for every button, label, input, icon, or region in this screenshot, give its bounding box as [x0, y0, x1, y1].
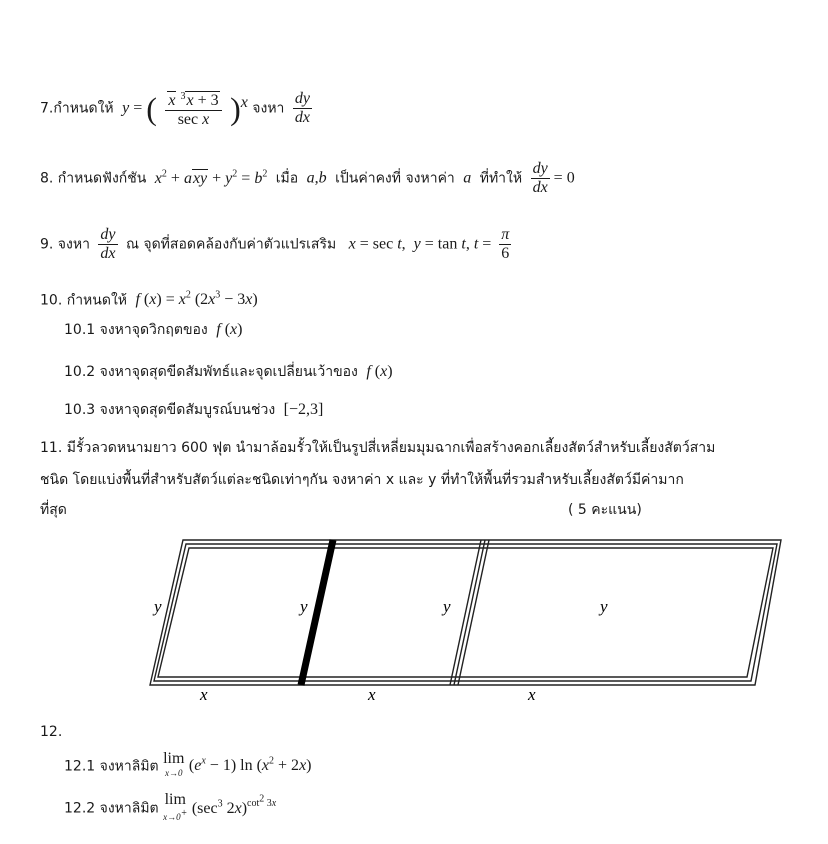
question-10: 10. กำหนดให้ f $(x) = x^2$ $(2x^3 - 3x)$	[40, 290, 258, 309]
q7-prefix: 7.กำหนดให้	[40, 100, 114, 117]
q9-text: ณ จุดที่สอดคล้องกับค่าตัวแปรเสริม	[125, 236, 337, 253]
question-10-2: 10.2 จงหาจุดสุดขีดสัมพัทธ์และจุดเปลี่ยนเว้าของ f (x)	[64, 363, 393, 380]
question-11-line2: ชนิด โดยแบ่งพื้นที่สำหรับสัตว์แต่ละชนิดเท่าๆกัน จงหาค่า x และ y ที่ทำให้พื้นที่รวมสำหรับเลี้ยงสัตว์มีค่ามาก	[40, 472, 684, 488]
pen-dividers	[450, 540, 489, 685]
label-y-1: y	[154, 597, 162, 616]
q8-when: เมื่อ	[275, 170, 299, 187]
question-12: 12.	[40, 724, 63, 740]
label-x-1: x	[200, 685, 208, 704]
q10-sub3: 10.3 จงหาจุดสุดขีดสัมบูรณ์บนช่วง	[64, 402, 276, 418]
q12-sub1: 12.1 จงหาลิมิต	[64, 758, 159, 775]
q7-text: จงหา	[252, 100, 285, 117]
q8-prefix: 8. กำหนดฟังก์ชัน	[40, 170, 147, 187]
q8-const: เป็นค่าคงที่ จงหาค่า	[335, 170, 455, 187]
label-x-3: x	[528, 685, 536, 704]
label-y-4: y	[600, 597, 608, 616]
score-label: ( 5 คะแนน)	[568, 502, 642, 518]
question-9: 9. จงหา $\frac{dy}{dx}$ ณ จุดที่สอดคล้องกับค่าตัวแปรเสริม x = sec t, y = tan t, t = $\frac{\pi}{6}$	[40, 226, 510, 262]
question-10-3: 10.3 จงหาจุดสุดขีดสัมบูรณ์บนช่วง [−2,3]	[64, 401, 324, 418]
label-x-2: x	[368, 685, 376, 704]
q8-make: ที่ทำให้	[479, 170, 523, 187]
q9-prefix: 9. จงหา	[40, 236, 90, 253]
question-12-1: 12.1 จงหาลิมิต lim x→0 $(e^x - 1)$ $\ln (x^2 + 2x)$	[64, 750, 312, 779]
question-7: 7.กำหนดให้ y = ( $\frac{x ^3x + 3}{\text{sec x}}$ )$^x$ จงหา $\frac{dy}{dx}$	[40, 88, 316, 129]
label-y-2: y	[300, 597, 308, 616]
label-y-3: y	[443, 597, 451, 616]
question-8: 8. กำหนดฟังก์ชัน $x^2$ + axy + $y^2 = b^2$ เมื่อ a,b เป็นค่าคงที่ จงหาค่า a ที่ทำให้ $\frac{dy}{dx}$ = 0	[40, 160, 575, 196]
q12-sub2: 12.2 จงหาลิมิต	[64, 800, 159, 817]
q10-prefix: 10. กำหนดให้	[40, 292, 128, 309]
q10-sub2: 10.2 จงหาจุดสุดขีดสัมพัทธ์และจุดเปลี่ยนเว้าของ	[64, 364, 358, 380]
question-11-line1: 11. มีรั้วลวดหนามยาว 600 ฟุต นำมาล้อมรั้วให้เป็นรูปสี่เหลี่ยมมุมฉากเพื่อสร้างคอกเลี้ยงสัตว์สำหรับเลี้ยงสัตว์สาม	[40, 440, 716, 456]
q7-fraction: $\frac{x ^3x + 3}{\text{sec x}}$	[165, 88, 221, 129]
question-11-line3: ที่สุด	[40, 502, 67, 518]
question-10-1: 10.1 จงหาจุดวิกฤตของ f (x)	[64, 321, 243, 338]
q10-sub1: 10.1 จงหาจุดวิกฤตของ	[64, 322, 208, 338]
question-12-2: 12.2 จงหาลิมิต lim x→0+ ($\sec^3$ 2x)$^{cot^2 3x}$	[64, 791, 277, 823]
